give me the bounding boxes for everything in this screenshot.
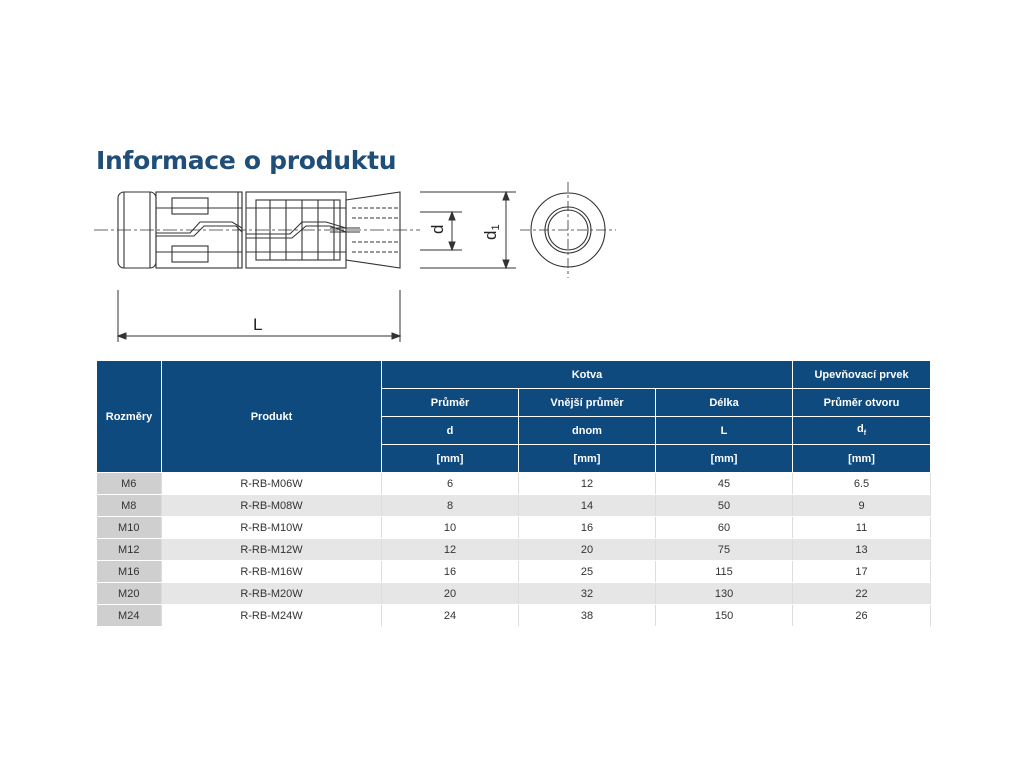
cell-dnom: 16 [519,517,656,539]
cell-length: 130 [656,583,793,605]
header-prumer-otvoru: Průměr otvoru [793,389,931,417]
cell-size: M24 [97,605,162,627]
dimension-d1-label: d1 [481,224,502,240]
cell-dnom: 25 [519,561,656,583]
cell-d: 12 [382,539,519,561]
cell-product: R-RB-M06W [162,473,382,495]
cell-length: 45 [656,473,793,495]
header-unit: [mm] [382,445,519,473]
cell-size: M6 [97,473,162,495]
table-row [97,539,931,561]
table-row [97,517,931,539]
cell-dnom: 38 [519,605,656,627]
cell-length: 75 [656,539,793,561]
header-symbol-L: L [656,417,793,445]
header-symbol-df: $d_f$ [793,417,931,445]
header-unit: [mm] [656,445,793,473]
header-produkt: Produkt [162,361,382,473]
cell-d: 16 [382,561,519,583]
cell-d: 10 [382,517,519,539]
table-row [97,583,931,605]
header-unit: [mm] [519,445,656,473]
cell-hole-diameter: 9 [793,495,931,517]
anchor-technical-drawing [90,178,630,348]
header-kotva: Kotva [382,361,793,389]
anchor-end-view [520,182,616,278]
header-unit: [mm] [793,445,931,473]
cell-length: 60 [656,517,793,539]
cell-d: 6 [382,473,519,495]
page-title: Informace o produktu [96,146,397,175]
cell-hole-diameter: 26 [793,605,931,627]
cell-length: 150 [656,605,793,627]
cell-hole-diameter: 6.5 [793,473,931,495]
cell-dnom: 14 [519,495,656,517]
cell-size: M10 [97,517,162,539]
table-row [97,561,931,583]
cell-product: R-RB-M24W [162,605,382,627]
anchor-side-view [94,192,420,268]
cell-d: 8 [382,495,519,517]
cell-length: 115 [656,561,793,583]
cell-size: M12 [97,539,162,561]
header-rozmery: Rozměry [97,361,162,473]
header-vnejsi-prumer: Vnější průměr [519,389,656,417]
cell-hole-diameter: 17 [793,561,931,583]
cell-size: M8 [97,495,162,517]
cell-length: 50 [656,495,793,517]
dimension-d-label: d [428,224,447,234]
header-upevnovaci-prvek: Upevňovací prvek [793,361,931,389]
product-spec-table [96,360,931,627]
header-prumer: Průměr [382,389,519,417]
cell-dnom: 20 [519,539,656,561]
cell-product: R-RB-M20W [162,583,382,605]
header-delka: Délka [656,389,793,417]
cell-d: 24 [382,605,519,627]
cell-product: R-RB-M12W [162,539,382,561]
cell-d: 20 [382,583,519,605]
cell-size: M20 [97,583,162,605]
cell-product: R-RB-M16W [162,561,382,583]
cell-dnom: 32 [519,583,656,605]
table-row [97,605,931,627]
cell-product: R-RB-M10W [162,517,382,539]
cell-hole-diameter: 13 [793,539,931,561]
header-symbol-d: d [382,417,519,445]
cell-size: M16 [97,561,162,583]
cell-hole-diameter: 11 [793,517,931,539]
cell-product: R-RB-M08W [162,495,382,517]
cell-dnom: 12 [519,473,656,495]
header-symbol-dnom: dnom [519,417,656,445]
cell-hole-diameter: 22 [793,583,931,605]
table-row [97,473,931,495]
dimension-L-label: L [253,315,263,334]
table-row [97,495,931,517]
